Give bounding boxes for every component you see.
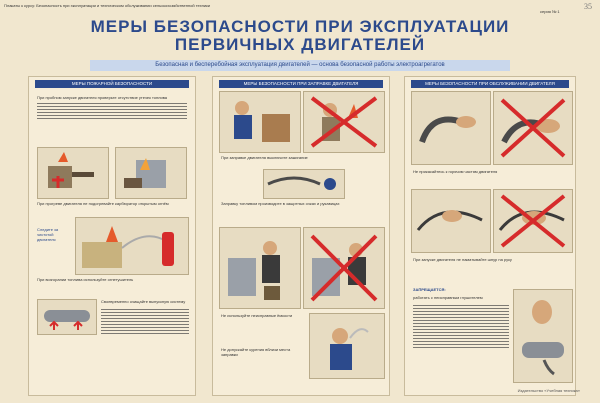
illustration-starter-correct bbox=[411, 189, 491, 253]
caption: При прогреве двигателя не подогревайте карбюратор открытым огнём bbox=[37, 201, 169, 206]
illustration-refuel-wrong bbox=[303, 91, 385, 153]
column-refueling bbox=[212, 76, 390, 396]
illustration-blowtorch bbox=[37, 147, 109, 199]
column-heading: МЕРЫ БЕЗОПАСНОСТИ ПРИ ОБСЛУЖИВАНИИ ДВИГАТЕЛЯ bbox=[411, 80, 569, 88]
footer-publisher: Издательство «Учебная техника» bbox=[517, 388, 580, 393]
caption: Не используйте неисправные ёмкости bbox=[221, 313, 293, 318]
caption: Своевременно очищайте выпускную систему bbox=[101, 299, 186, 304]
caption: работать с неисправным глушителем bbox=[413, 295, 483, 300]
illustration-barrel-wrong bbox=[303, 227, 385, 309]
caption: ЗАПРЕЩАЕТСЯ: bbox=[413, 287, 446, 292]
illustration-barrel-correct bbox=[219, 227, 301, 309]
caption: Заправку топливом производите в защитных очках и рукавицах bbox=[221, 201, 340, 206]
page-mark: 35 bbox=[584, 2, 592, 11]
illustration-refuel-correct bbox=[219, 91, 301, 153]
caption: Не допускайте курения вблизи места заправки bbox=[221, 347, 291, 357]
illustration-carburetor bbox=[115, 147, 187, 199]
column-heading: МЕРЫ ПОЖАРНОЙ БЕЗОПАСНОСТИ bbox=[35, 80, 189, 88]
illustration-hot-part-wrong bbox=[493, 91, 573, 165]
illustration-hot-part-correct bbox=[411, 91, 491, 165]
illustration-fire-extinguisher bbox=[75, 217, 189, 275]
caption: При заправке двигателя выключите зажигание bbox=[221, 155, 308, 160]
caption: При пробном запуске двигателя проверьте отсутствие утечек топлива bbox=[37, 95, 168, 100]
caption: Не прикасайтесь к горячим частям двигателя bbox=[413, 169, 498, 174]
column-heading: МЕРЫ БЕЗОПАСНОСТИ ПРИ ЗАПРАВКЕ ДВИГАТЕЛЯ bbox=[219, 80, 383, 88]
caption: Следите за чистотой двигателя bbox=[37, 227, 59, 242]
poster-subtitle: Безопасная и бесперебойная эксплуатация двигателей — основа безопасной работы электроагрегатов bbox=[90, 60, 510, 71]
column-maintenance bbox=[404, 76, 576, 396]
corner-tag: серия № 1 bbox=[540, 9, 560, 14]
caption: При запуске двигателя не наматывайте шнур на руку bbox=[413, 257, 512, 262]
illustration-muffler bbox=[37, 299, 97, 335]
poster-title-line1: МЕРЫ БЕЗОПАСНОСТИ ПРИ ЭКСПЛУАТАЦИИ bbox=[90, 17, 510, 36]
caption: При возгорании топлива используйте огнетушитель bbox=[37, 277, 134, 282]
illustration-hose bbox=[263, 169, 345, 199]
header-small-note: Плакаты к курсу: Безопасность при эксплуатации и техническом обслуживании сельскохозяйственной техники bbox=[4, 3, 211, 8]
illustration-smoking-worker bbox=[309, 313, 385, 379]
column-fire-safety bbox=[28, 76, 196, 396]
illustration-muffler-hand bbox=[513, 289, 573, 383]
illustration-starter-wrong bbox=[493, 189, 573, 253]
poster-title-line2: ПЕРВИЧНЫХ ДВИГАТЕЛЕЙ bbox=[174, 35, 426, 54]
